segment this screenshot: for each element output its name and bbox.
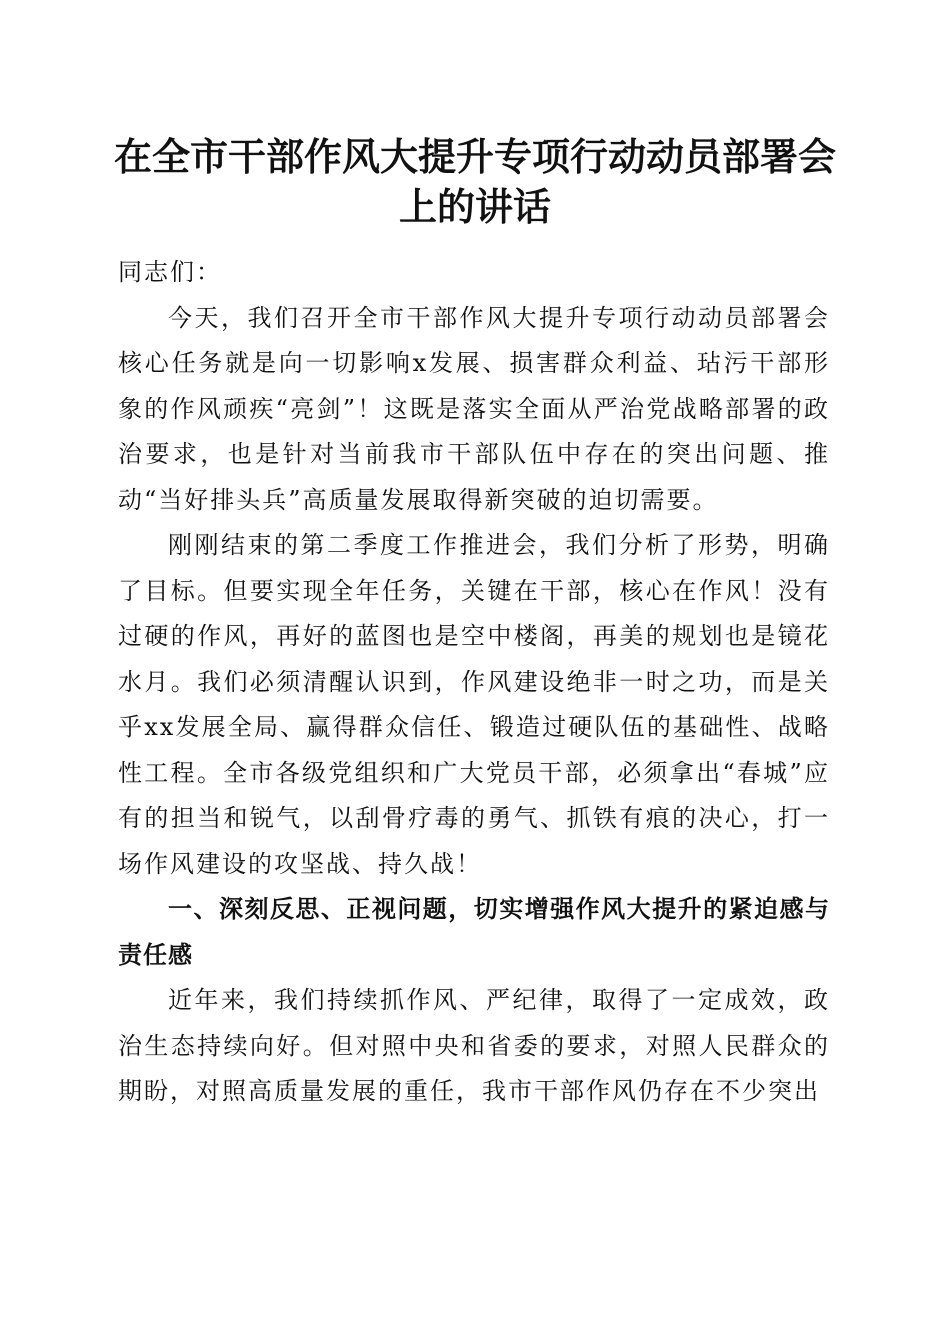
paragraph-section-1: 近年来，我们持续抓作风、严纪律，取得了一定成效，政治生态持续向好。但对照中央和省委的要求，对照人民群众的期盼，对照高质量发展的重任，我市干部作风仍存在不少突出 [118,986,830,1105]
document-title: 在全市干部作风大提升专项行动动员部署会上的讲话 [113,134,836,229]
section-heading-1: 一、深刻反思、正视问题，切实增强作风大提升的紧迫感与责任感 [118,895,830,969]
paragraph-opening: 今天，我们召开全市干部作风大提升专项行动动员部署会核心任务就是向一切影响x发展、损害群众利益、玷污干部形象的作风顽疾“亮剑”！这既是落实全面从严治党战略部署的政治要求，也是针对当前我市干部队伍中存在的突出问题、推动“当好排头兵”高质量发展取得新突破的迫切需要。 [118,303,830,514]
salutation: 同志们： [118,258,222,286]
paragraph-context: 刚刚结束的第二季度工作推进会，我们分析了形势，明确了目标。但要实现全年任务，关键在干部，核心在作风！没有过硬的作风，再好的蓝图也是空中楼阁，再美的规划也是镜花水月。我们必须清醒认识到，作风建设绝非一时之功，而是关乎xx发展全局、赢得群众信任、锻造过硬队伍的基础性、战略性工程。全市各级党组织和广大党员干部，必须拿出“春城”应有的担当和锐气，以刮骨疗毒的勇气、抓铁有痕的决心，打一场作风建设的攻坚战、持久战！ [118,531,830,878]
document-body [118,250,830,1115]
